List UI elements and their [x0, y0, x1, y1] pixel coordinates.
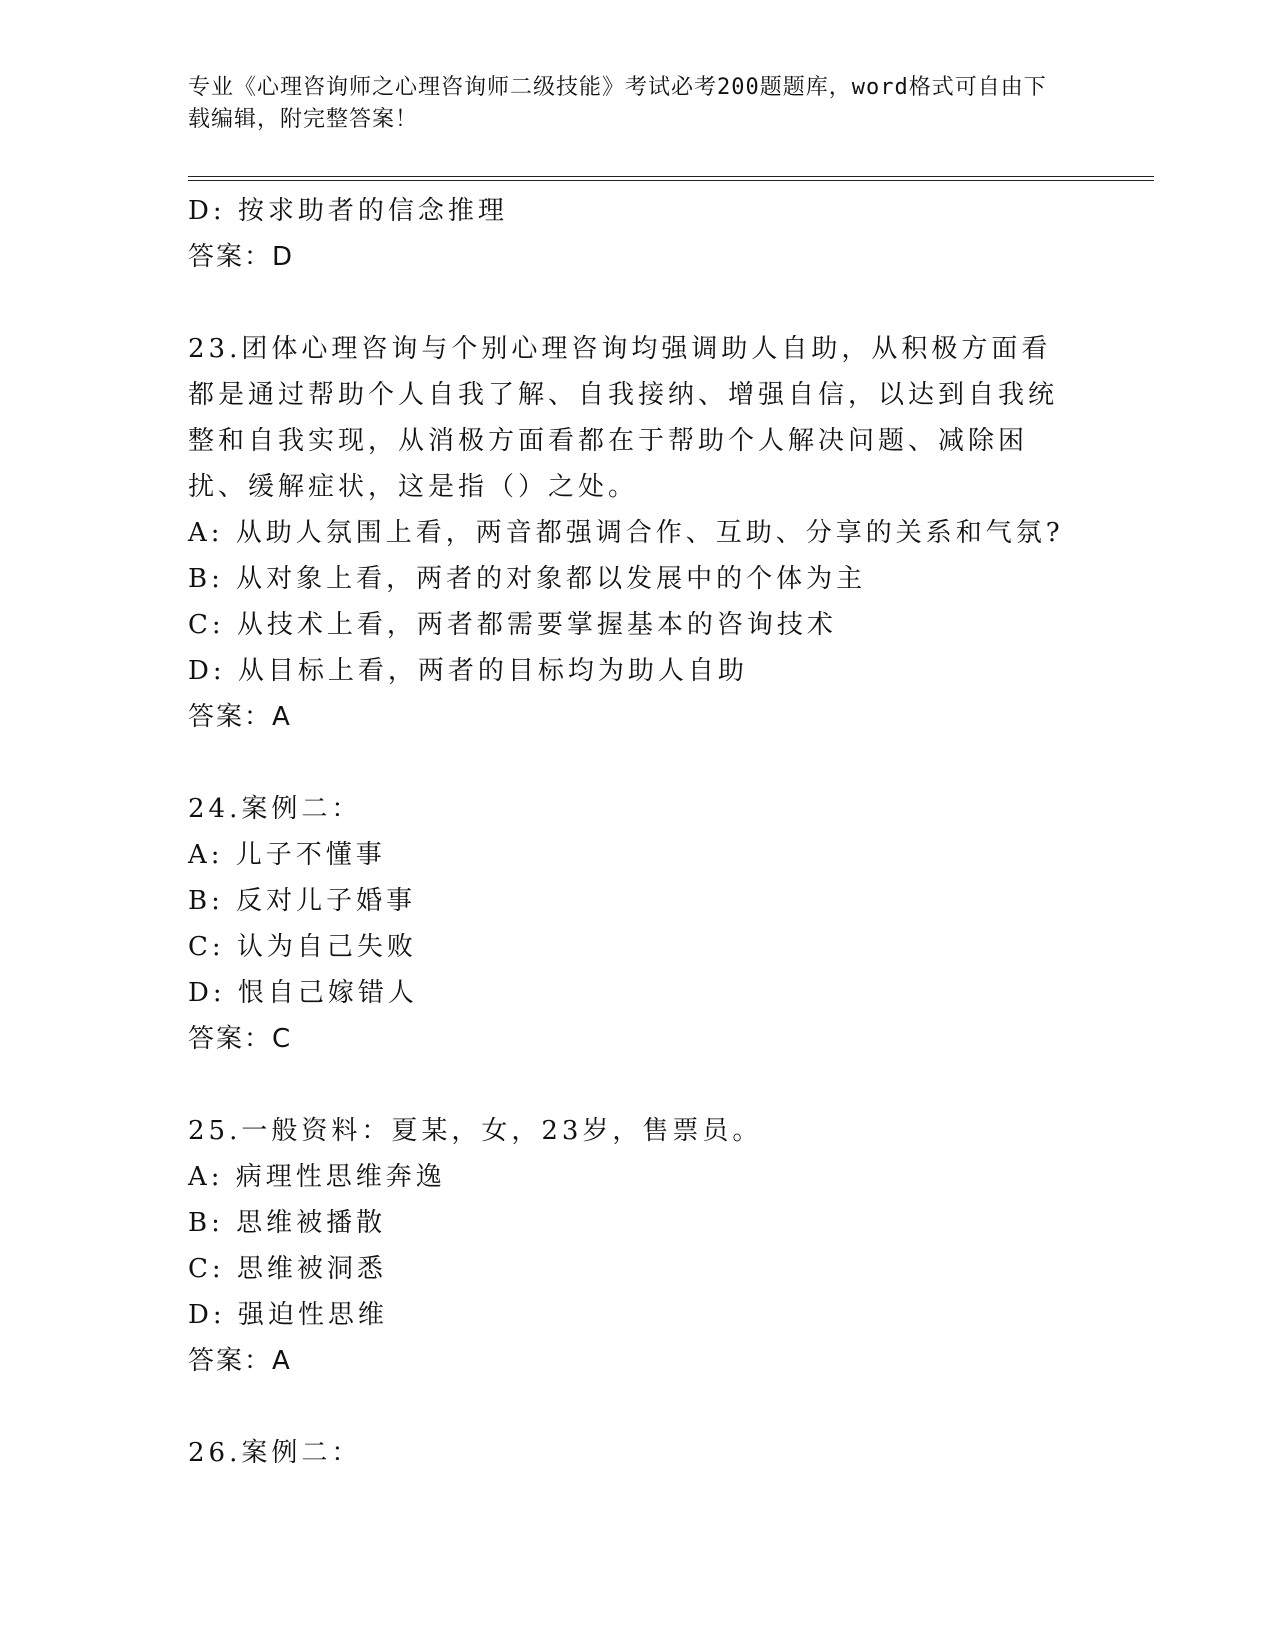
question-stem: 24.案例二：	[188, 794, 362, 824]
option-c: C: 认为自己失败	[188, 932, 417, 962]
option-d: D: 按求助者的信念推理	[188, 196, 508, 226]
answer-line: 答案：D	[188, 242, 295, 272]
document-body	[188, 188, 1088, 1476]
question-26	[188, 1430, 1088, 1476]
answer-line: 答案：C	[188, 1024, 293, 1054]
option-d: D: 从目标上看，两者的目标均为助人自助	[188, 656, 748, 686]
answer-line: 答案：A	[188, 702, 292, 732]
question-24	[188, 786, 1088, 1062]
option-a: A: 从助人氛围上看，两音都强调合作、互助、分享的关系和气氛?	[188, 518, 1064, 548]
option-c: C: 思维被洞悉	[188, 1254, 387, 1284]
question-23	[188, 326, 1088, 740]
header-divider	[188, 176, 1154, 181]
option-b: B: 从对象上看，两者的对象都以发展中的个体为主	[188, 564, 867, 594]
document-header: 专业《心理咨询师之心理咨询师二级技能》考试必考200题题库，word格式可自由下载编辑，附完整答案！	[188, 75, 1047, 132]
question-stem: 25.一般资料：夏某，女，23岁，售票员。	[188, 1116, 763, 1146]
option-a: A: 病理性思维奔逸	[188, 1162, 446, 1192]
answer-line: 答案：A	[188, 1346, 292, 1376]
option-c: C: 从技术上看，两者都需要掌握基本的咨询技术	[188, 610, 837, 640]
question-25	[188, 1108, 1088, 1384]
option-b: B: 思维被播散	[188, 1208, 387, 1238]
option-d: D: 强迫性思维	[188, 1300, 388, 1330]
question-stem: 26.案例二：	[188, 1438, 362, 1468]
option-a: A: 儿子不懂事	[188, 840, 386, 870]
option-d: D: 恨自己嫁错人	[188, 978, 418, 1008]
question-stem: 23.团体心理咨询与个别心理咨询均强调助人自助，从积极方面看都是通过帮助个人自我了解、自我接纳、增强自信，以达到自我统整和自我实现，从消极方面看都在于帮助个人解决问题、减除困扰、缓解症状，这是指（）之处。	[188, 334, 1059, 502]
option-b: B: 反对儿子婚事	[188, 886, 417, 916]
